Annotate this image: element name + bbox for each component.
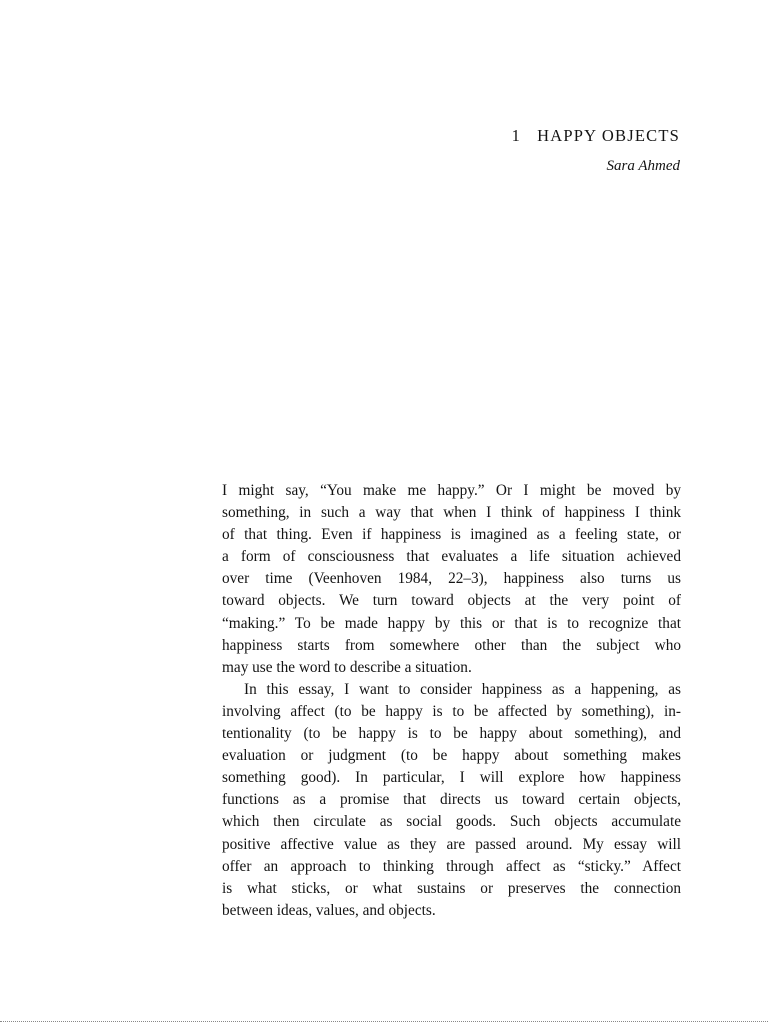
text-line: tentionality (to be happy is to be happy about something), and (222, 725, 681, 743)
text-line: over time (Veenhoven 1984, 22–3), happiness also turns us (222, 570, 681, 588)
text-line: something good). In particular, I will explore how happiness (222, 769, 681, 787)
text-line: involving affect (to be happy is to be affected by something), in- (222, 702, 681, 720)
chapter-number: 1 (511, 126, 522, 145)
body-text (222, 480, 681, 922)
text-line: I might say, “You make me happy.” Or I might be moved by (222, 482, 681, 499)
text-line: offer an approach to thinking through affect as “sticky.” Affect (222, 857, 681, 875)
page-bottom-divider (0, 1021, 768, 1022)
text-line: toward objects. We turn toward objects at the very point of (222, 592, 681, 610)
paragraph-2 (222, 679, 681, 922)
paragraph-1 (222, 480, 681, 679)
text-line: may use the word to describe a situation. (222, 658, 472, 676)
text-line: is what sticks, or what sustains or preserves the connection (222, 879, 681, 897)
text-line: happiness starts from somewhere other than the subject who (222, 636, 681, 654)
text-line: positive affective value as they are passed around. My essay will (222, 835, 681, 853)
text-line: evaluation or judgment (to be happy about something makes (222, 747, 681, 765)
text-line: In this essay, I want to consider happiness as a happening, as (244, 680, 681, 698)
text-line: of that thing. Even if happiness is imagined as a feeling state, or (222, 526, 681, 544)
author-name: Sara Ahmed (606, 158, 680, 174)
chapter-title: HAPPY OBJECTS (537, 126, 680, 145)
text-line: something, in such a way that when I think of happiness I think (222, 504, 681, 522)
text-line: between ideas, values, and objects. (222, 901, 436, 919)
chapter-title-line (512, 125, 680, 147)
text-line: a form of consciousness that evaluates a life situation achieved (222, 548, 681, 566)
chapter-heading (512, 125, 680, 176)
text-line: which then circulate as social goods. Such objects accumulate (222, 813, 681, 831)
text-line: “making.” To be made happy by this or that is to recognize that (222, 614, 681, 632)
text-line: functions as a promise that directs us toward certain objects, (222, 791, 681, 809)
